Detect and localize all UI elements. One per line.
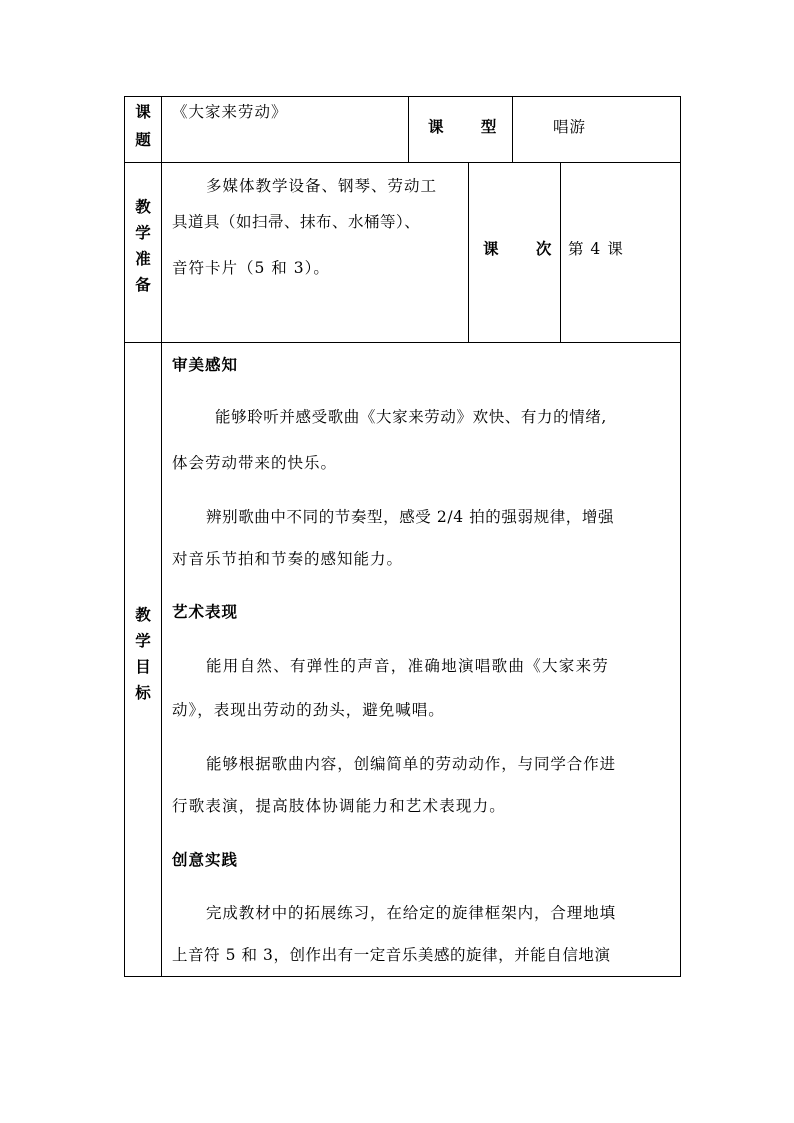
section3-line-1: 完成教材中的拓展练习，在给定的旋律框架内，合理地填 <box>206 904 617 922</box>
lesson-number-label: 课 次 <box>483 239 553 258</box>
table-row-divider-2 <box>124 342 681 343</box>
section2-line-1: 能用自然、有弹性的声音，准确地演唱歌曲《大家来劳 <box>206 657 610 675</box>
lesson-number-value: 第 4 课 <box>568 240 624 258</box>
table-row-divider-1 <box>124 162 681 163</box>
section1-line-4: 对音乐节拍和节奏的感知能力。 <box>172 550 404 568</box>
row1-divider-b <box>512 96 513 162</box>
section1-line-3: 辨别歌曲中不同的节奏型，感受 2/4 拍的强弱规律，增强 <box>206 508 615 526</box>
lesson-type-label: 课 型 <box>428 117 498 136</box>
row1-divider-a <box>408 96 409 162</box>
row-label-preparation: 教 学 准 备 <box>135 197 151 294</box>
section-heading-aesthetic-perception: 审美感知 <box>172 355 239 374</box>
lesson-title: 《大家来劳动》 <box>172 103 288 121</box>
row-label-objectives: 教 学 目 标 <box>135 605 151 702</box>
table-border-bottom <box>124 976 681 977</box>
table-border-top <box>124 96 681 97</box>
section2-line-2: 动》，表现出劳动的劲头，避免喊唱。 <box>172 701 445 719</box>
section1-line-1: 能够聆听并感受歌曲《大家来劳动》欢快、有力的情绪, <box>215 408 607 426</box>
row2-divider-b <box>560 162 561 342</box>
table-border-right <box>680 96 681 977</box>
lesson-type-value: 唱游 <box>553 118 587 136</box>
section-heading-artistic-expression: 艺术表现 <box>172 602 239 621</box>
section-heading-creative-practice: 创意实践 <box>172 850 239 869</box>
section2-line-4: 行歌表演，提高肢体协调能力和艺术表现力。 <box>172 797 507 815</box>
prep-line-3: 音符卡片（5 和 3）。 <box>172 259 330 277</box>
prep-line-1: 多媒体教学设备、钢琴、劳动工 <box>206 177 438 195</box>
section2-line-3: 能够根据歌曲内容，创编简单的劳动动作，与同学合作进 <box>206 755 617 773</box>
row2-divider-a <box>468 162 469 342</box>
prep-line-2: 具道具（如扫帚、抹布、水桶等）、 <box>172 213 421 231</box>
row-label-topic: 课 题 <box>135 102 151 149</box>
label-column-divider <box>161 96 162 977</box>
section3-line-2: 上音符 5 和 3，创作出有一定音乐美感的旋律，并能自信地演 <box>172 946 611 964</box>
section1-line-2: 体会劳动带来的快乐。 <box>172 454 338 472</box>
